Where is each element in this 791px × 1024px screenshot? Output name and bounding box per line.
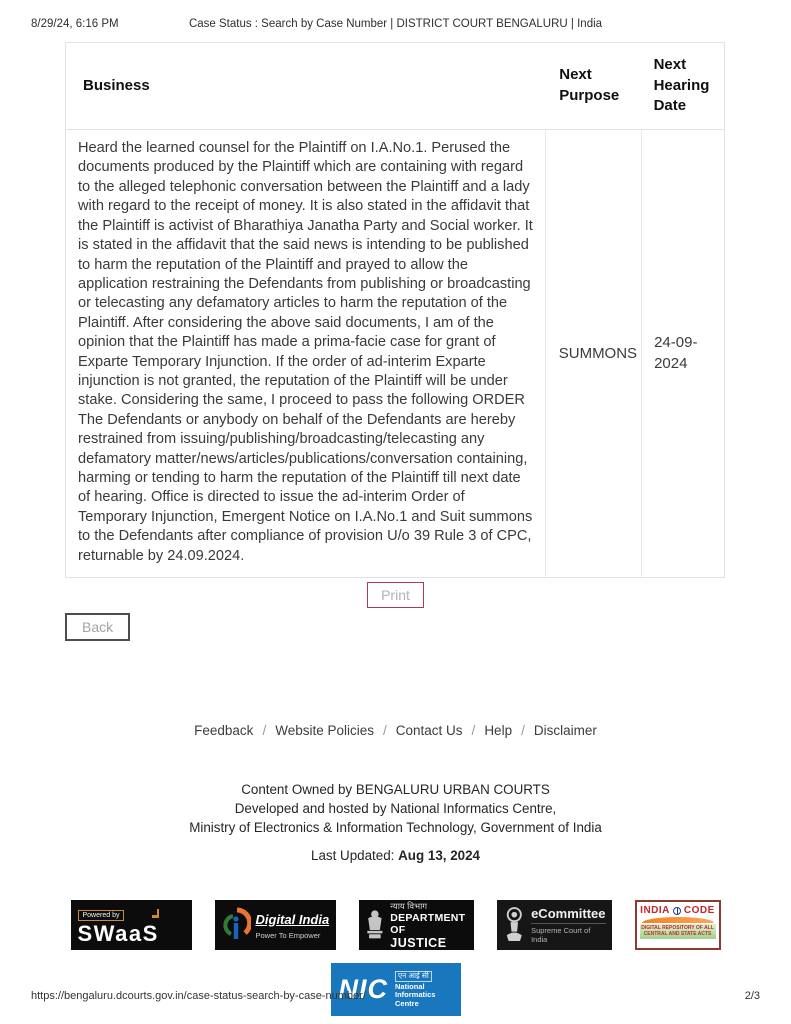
swaas-chair-icon [152,909,159,918]
footer-link-contact-us[interactable]: Contact Us [395,723,463,738]
digital-india-name: Digital India [255,911,330,927]
digital-india-text [256,911,330,940]
ashoka-chakra-icon [673,907,681,915]
ashoka-emblem-icon [364,905,386,945]
back-button[interactable]: Back [65,613,130,641]
digital-india-tagline: Power To Empower [255,930,321,940]
source-url: https://bengaluru.dcourts.gov.in/case-status-search-by-case-number/ [31,990,366,1002]
india-code-title-row [640,905,716,916]
partner-logo-row [71,900,721,950]
doj-hindi-label: न्याय विभाग [390,900,428,911]
case-business-table [65,42,725,578]
nic-line1: National [395,981,425,991]
last-updated-date: Aug 13, 2024 [398,848,480,863]
nic-abbr: NIC [338,974,388,1004]
document-title: Case Status : Search by Case Number | DISTRICT COURT BENGALURU | India [188,18,603,30]
link-separator: / [521,723,525,738]
footer-ownership-text [0,780,791,837]
content-owned-line: Content Owned by BENGALURU URBAN COURTS [241,782,550,797]
ecommittee-name: eCommittee [531,906,606,921]
digital-india-logo[interactable] [215,900,336,950]
column-header-business: Business [66,43,546,130]
nic-text [395,971,435,1008]
print-button-row [0,582,791,608]
footer-link-help[interactable]: Help [484,723,513,738]
swaas-name: SWaaS [77,921,159,946]
doj-line2: JUSTICE [390,935,447,950]
india-code-logo[interactable] [635,900,721,950]
india-code-word2: CODE [683,905,715,916]
next-hearing-date-cell: 24-09-2024 [642,130,725,578]
column-header-next-purpose: Next Purpose [545,43,641,130]
nic-line3: Centre [395,998,419,1008]
footer-links [0,723,791,738]
last-updated-line [0,848,791,863]
ecommittee-logo[interactable] [497,900,612,950]
link-separator: / [262,723,267,738]
table-header-row [66,43,725,130]
page-number: 2/3 [744,990,760,1002]
nic-line2: Informatics [395,990,436,999]
india-code-subtitle-line1: DIGITAL REPOSITORY OF ALL [641,925,714,931]
footer-link-disclaimer[interactable]: Disclaimer [533,723,597,738]
ecommittee-text [531,906,605,944]
digital-india-swoosh-icon [221,907,251,943]
ecommittee-subtitle: Supreme Court of India [531,923,605,944]
table-row [66,130,725,578]
link-separator: / [383,723,387,738]
doj-line1: DEPARTMENT OF [390,911,466,936]
print-datetime: 8/29/24, 6:16 PM [31,18,119,30]
footer-link-feedback[interactable]: Feedback [194,723,254,738]
swaas-powered-by-label: Powered by [78,910,125,921]
footer-link-website-policies[interactable]: Website Policies [275,723,374,738]
india-code-subtitle-line2: CENTRAL AND STATE ACTS [643,931,712,937]
developed-by-line: Developed and hosted by National Informatics Centre, [234,801,557,816]
india-code-word1: INDIA [640,905,670,916]
column-header-next-hearing-date: Next Hearing Date [642,43,725,130]
next-purpose-cell: SUMMONS [545,130,641,578]
india-code-saffron-arc [642,917,714,923]
business-cell: Heard the learned counsel for the Plaintiff on I.A.No.1. Perused the documents produced by the Plaintiff which are containing with regard to the alleged telephonic conversation between the Plaintiff and a lady with regard to the receipt of money. It is also stated in the affidavit that the Plaintiff is activist of Bharathiya Janatha Party and Social worker. It is stated in the affidavit that the said news is intending to be published to harm the reputation of the Plaintiff and prayed to allow the application restraining the Defendants from publishing or broadcasting or telecasting any defamatory articles to harm the reputation of the Plaintiff. After considering the above said documents, I am of the opinion that the Plaintiff has made a prima-facie case for grant of Exparte Temporary Injunction. If the order of ad-interim Exparte injunction is not granted, the reputation of the Plaintiff will be under stake. Considering the same, I proceed to pass the following ORDER The Defendants or anybody on behalf of the Defendants are hereby restrained from issuing/publishing/broadcasting/telecasting any defamatory matter/news/articles/publications/conversation containing, harming or tending to harm the reputation of the Plaintiff till next date of hearing. Office is directed to issue the ad-interim Order of Temporary Injunction, Emergent Notice on I.A.No.1 and Suit summons to the Defendants after compliance of provision U/o 39 Rule 3 of CPC, returnable by 24.09.2024. [78,140,533,564]
doj-text [390,901,468,950]
last-updated-label: Last Updated: [311,848,395,863]
link-separator: / [471,723,476,738]
print-button[interactable]: Print [367,582,424,608]
nic-hindi-label: एन आई सी [395,971,432,982]
swaas-logo[interactable] [71,900,192,950]
department-of-justice-logo[interactable] [359,900,474,950]
ministry-line: Ministry of Electronics & Information Technology, Government of India [189,820,602,835]
supreme-court-emblem-icon [503,904,526,946]
print-page-header [0,18,791,34]
india-code-subtitle [640,924,716,939]
